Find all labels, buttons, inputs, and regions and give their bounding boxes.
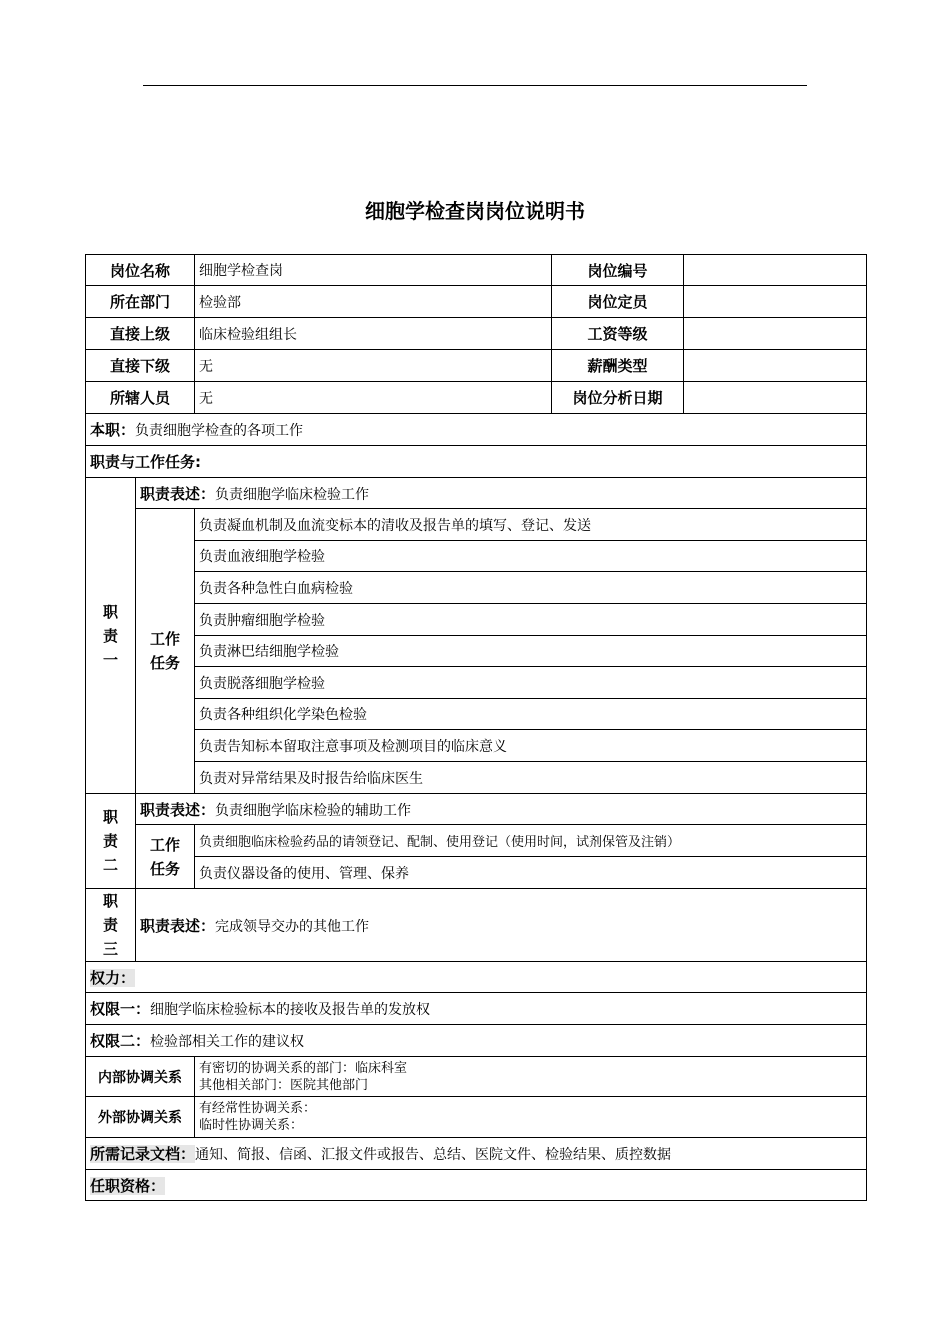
basic-label: 直接上级 xyxy=(86,318,195,350)
task-label-line: 工作 xyxy=(150,835,181,854)
records-label: 所需记录文档： xyxy=(90,1145,196,1163)
external-lines xyxy=(195,1097,867,1138)
external-coordination-row xyxy=(86,1097,867,1138)
basic-label-right: 岗位定员 xyxy=(552,286,684,318)
duty1-task: 负责血液细胞学检验 xyxy=(195,541,867,572)
power-text: 细胞学临床检验标本的接收及报告单的发放权 xyxy=(150,1002,431,1018)
external-label: 外部协调关系 xyxy=(86,1097,195,1138)
basic-value-right xyxy=(684,286,867,318)
duty2-task: 负责细胞临床检验药品的请领登记、配制、使用登记（使用时间，试剂保管及注销） xyxy=(195,825,867,857)
basic-label-right: 工资等级 xyxy=(552,318,684,350)
internal-lines xyxy=(195,1057,867,1097)
basic-label: 所辖人员 xyxy=(86,382,195,414)
basic-value: 临床检验组组长 xyxy=(195,318,552,350)
basic-row xyxy=(86,286,867,318)
basic-row xyxy=(86,255,867,286)
basic-value: 细胞学检查岗 xyxy=(195,255,552,286)
duty3-char: 职 xyxy=(102,892,118,910)
main-duty-row xyxy=(86,414,867,446)
job-description-table xyxy=(85,254,867,1201)
basic-value-right xyxy=(684,318,867,350)
duty1-desc-row xyxy=(86,478,867,509)
qualification-row xyxy=(86,1170,867,1201)
duty2-desc-row xyxy=(86,794,867,825)
document-title: 细胞学检查岗岗位说明书 xyxy=(365,199,585,223)
duty1-task: 负责对异常结果及时报告给临床医生 xyxy=(195,762,867,794)
main-duty-text: 负责细胞学检查的各项工作 xyxy=(135,423,304,439)
power-row xyxy=(86,1025,867,1057)
duty3-char: 三 xyxy=(102,940,118,958)
external-line: 有经常性协调关系： xyxy=(199,1101,317,1116)
basic-row xyxy=(86,350,867,382)
internal-coordination-row xyxy=(86,1057,867,1097)
basic-label-right: 岗位分析日期 xyxy=(552,382,684,414)
duty1-char: 一 xyxy=(102,650,118,669)
duty3-desc: 完成领导交办的其他工作 xyxy=(215,918,370,935)
duties-header: 职责与工作任务: xyxy=(86,446,867,478)
duty2-char: 二 xyxy=(102,856,118,874)
duty1-task: 负责各种急性白血病检验 xyxy=(195,572,867,604)
internal-line: 有密切的协调关系的部门：临床科室 xyxy=(199,1060,408,1076)
basic-value-right xyxy=(684,350,867,382)
basic-value: 检验部 xyxy=(195,286,552,318)
basic-label: 岗位名称 xyxy=(86,255,195,286)
duty2-task: 负责仪器设备的使用、管理、保养 xyxy=(195,857,867,889)
main-duty-label: 本职： xyxy=(90,421,136,439)
duty1-char: 职 xyxy=(102,602,118,621)
duty3-label xyxy=(86,889,136,962)
duty3-char: 责 xyxy=(102,916,118,934)
task-label-line: 工作 xyxy=(150,630,181,648)
duty2-char: 职 xyxy=(102,808,118,826)
duty1-desc-label: 职责表述： xyxy=(140,484,216,503)
power-label: 权限二： xyxy=(90,1032,151,1050)
records-text: 通知、简报、信函、汇报文件或报告、总结、医院文件、检验结果、质控数据 xyxy=(195,1147,672,1163)
duties-header-row xyxy=(86,446,867,478)
power-text: 检验部相关工作的建议权 xyxy=(150,1034,305,1050)
task-label-line: 任务 xyxy=(150,654,181,672)
duty2-label xyxy=(86,794,136,889)
basic-value-right xyxy=(684,382,867,414)
duty1-task-label xyxy=(136,509,195,794)
basic-value: 无 xyxy=(195,382,552,414)
powers-header: 权力： xyxy=(90,968,136,987)
basic-label-right: 岗位编号 xyxy=(552,255,684,286)
duty2-desc: 负责细胞学临床检验的辅助工作 xyxy=(215,802,412,819)
basic-label: 直接下级 xyxy=(86,350,195,382)
basic-row xyxy=(86,318,867,350)
records-row xyxy=(86,1138,867,1170)
duty2-desc-label: 职责表述： xyxy=(140,800,216,819)
duty1-task: 负责各种组织化学染色检验 xyxy=(195,699,867,730)
powers-header-row xyxy=(86,962,867,993)
duty2-char: 责 xyxy=(102,832,118,850)
qualification-label: 任职资格： xyxy=(90,1176,166,1195)
duty1-char: 责 xyxy=(102,626,118,645)
power-row xyxy=(86,993,867,1025)
basic-row xyxy=(86,382,867,414)
basic-value: 无 xyxy=(195,350,552,382)
duty3-desc-label: 职责表述： xyxy=(140,916,216,935)
duty1-task: 负责脱落细胞学检验 xyxy=(195,667,867,699)
header-rule xyxy=(143,85,807,86)
task-label-line: 任务 xyxy=(150,859,181,878)
basic-value-right xyxy=(684,255,867,286)
duty2-task-label xyxy=(136,825,195,889)
power-label: 权限一： xyxy=(90,1000,151,1018)
external-line: 临时性协调关系： xyxy=(199,1118,304,1133)
duty1-task: 负责凝血机制及血流变标本的清收及报告单的填写、登记、发送 xyxy=(195,509,867,541)
duty3-row xyxy=(86,889,867,962)
duty1-task: 负责肿瘤细胞学检验 xyxy=(195,604,867,636)
duty1-task: 负责淋巴结细胞学检验 xyxy=(195,636,867,667)
basic-label: 所在部门 xyxy=(86,286,195,318)
basic-label-right: 薪酬类型 xyxy=(552,350,684,382)
internal-line: 其他相关部门：医院其他部门 xyxy=(199,1077,369,1093)
duty1-task: 负责告知标本留取注意事项及检测项目的临床意义 xyxy=(195,730,867,762)
duty1-desc: 负责细胞学临床检验工作 xyxy=(215,486,370,503)
duty1-label xyxy=(86,478,136,794)
internal-label: 内部协调关系 xyxy=(86,1057,195,1097)
